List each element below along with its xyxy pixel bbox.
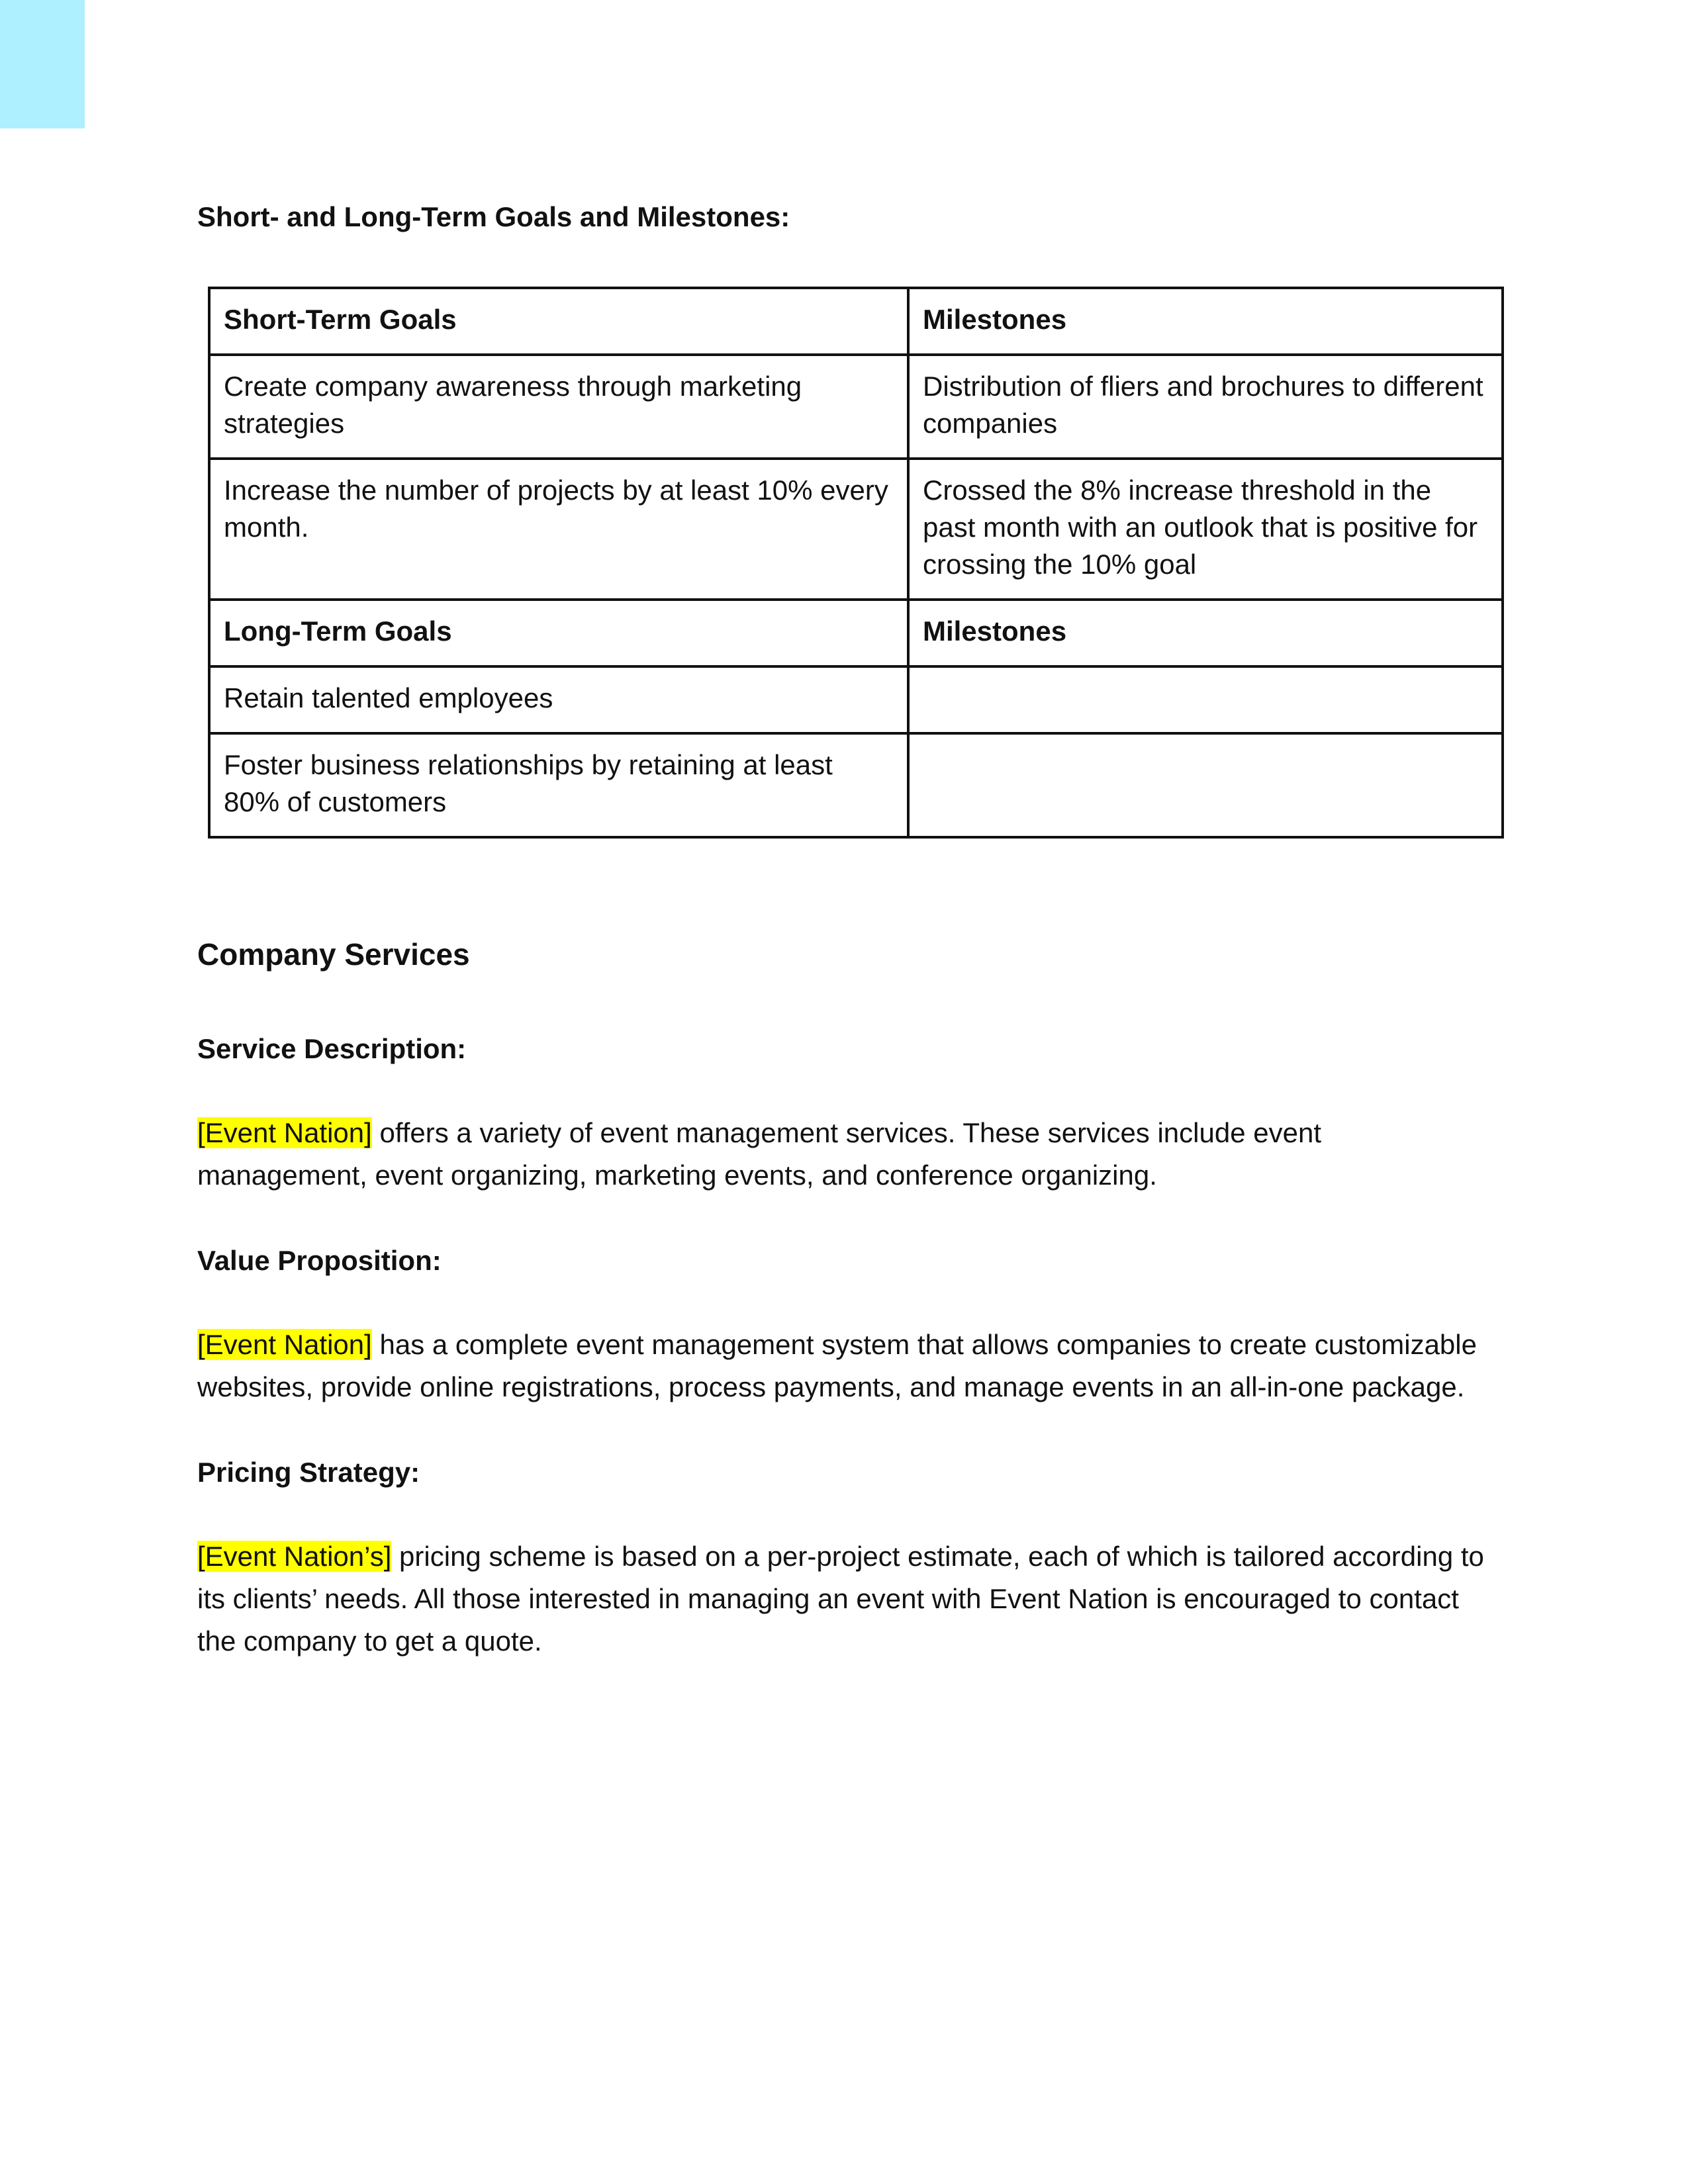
value-proposition-paragraph — [197, 1324, 1495, 1408]
pricing-strategy-heading: Pricing Strategy: — [197, 1457, 420, 1488]
value-proposition-text: has a complete event management system that allows companies to create customizable websites, provide online registrations, process payments, and manage events in an all-in-one package. — [197, 1329, 1477, 1402]
pricing-strategy-text: pricing scheme is based on a per-project estimate, each of which is tailored according to its clients’ needs. All those interested in managing an event with Event Nation is encouraged to contact the company to get a quote. — [197, 1541, 1484, 1657]
service-description-text: offers a variety of event management services. These services include event management, event organizing, marketing events, and conference organizing. — [197, 1117, 1321, 1191]
short-term-goal-2: Increase the number of projects by at least 10% every month. — [209, 459, 908, 600]
goals-milestones-table — [208, 287, 1504, 839]
goals-heading: Short- and Long-Term Goals and Milestones: — [197, 201, 790, 232]
table-row — [209, 355, 1503, 459]
table-row — [209, 666, 1503, 733]
long-term-goal-2: Foster business relationships by retaining at least 80% of customers — [209, 733, 908, 837]
short-term-goals-header: Short-Term Goals — [209, 288, 908, 355]
long-term-milestone-1 — [908, 666, 1503, 733]
table-header-row — [209, 288, 1503, 355]
short-term-goal-1: Create company awareness through marketing strategies — [209, 355, 908, 459]
company-name-highlight: [Event Nation] — [197, 1117, 372, 1148]
table-header-row — [209, 600, 1503, 666]
company-services-heading: Company Services — [197, 937, 470, 972]
long-term-goal-1: Retain talented employees — [209, 666, 908, 733]
short-term-milestone-1: Distribution of fliers and brochures to different companies — [908, 355, 1503, 459]
table-row — [209, 459, 1503, 600]
long-term-milestone-2 — [908, 733, 1503, 837]
service-description-heading: Service Description: — [197, 1033, 467, 1064]
value-proposition-heading: Value Proposition: — [197, 1245, 442, 1276]
short-term-milestone-2: Crossed the 8% increase threshold in the past month with an outlook that is positive for crossing the 10% goal — [908, 459, 1503, 600]
company-name-highlight: [Event Nation] — [197, 1329, 372, 1360]
service-description-paragraph — [197, 1112, 1495, 1197]
short-term-milestones-header: Milestones — [908, 288, 1503, 355]
long-term-milestones-header: Milestones — [908, 600, 1503, 666]
long-term-goals-header: Long-Term Goals — [209, 600, 908, 666]
company-name-highlight: [Event Nation’s] — [197, 1541, 392, 1572]
corner-tab-decoration — [0, 0, 85, 128]
pricing-strategy-paragraph — [197, 1535, 1495, 1662]
table-row — [209, 733, 1503, 837]
